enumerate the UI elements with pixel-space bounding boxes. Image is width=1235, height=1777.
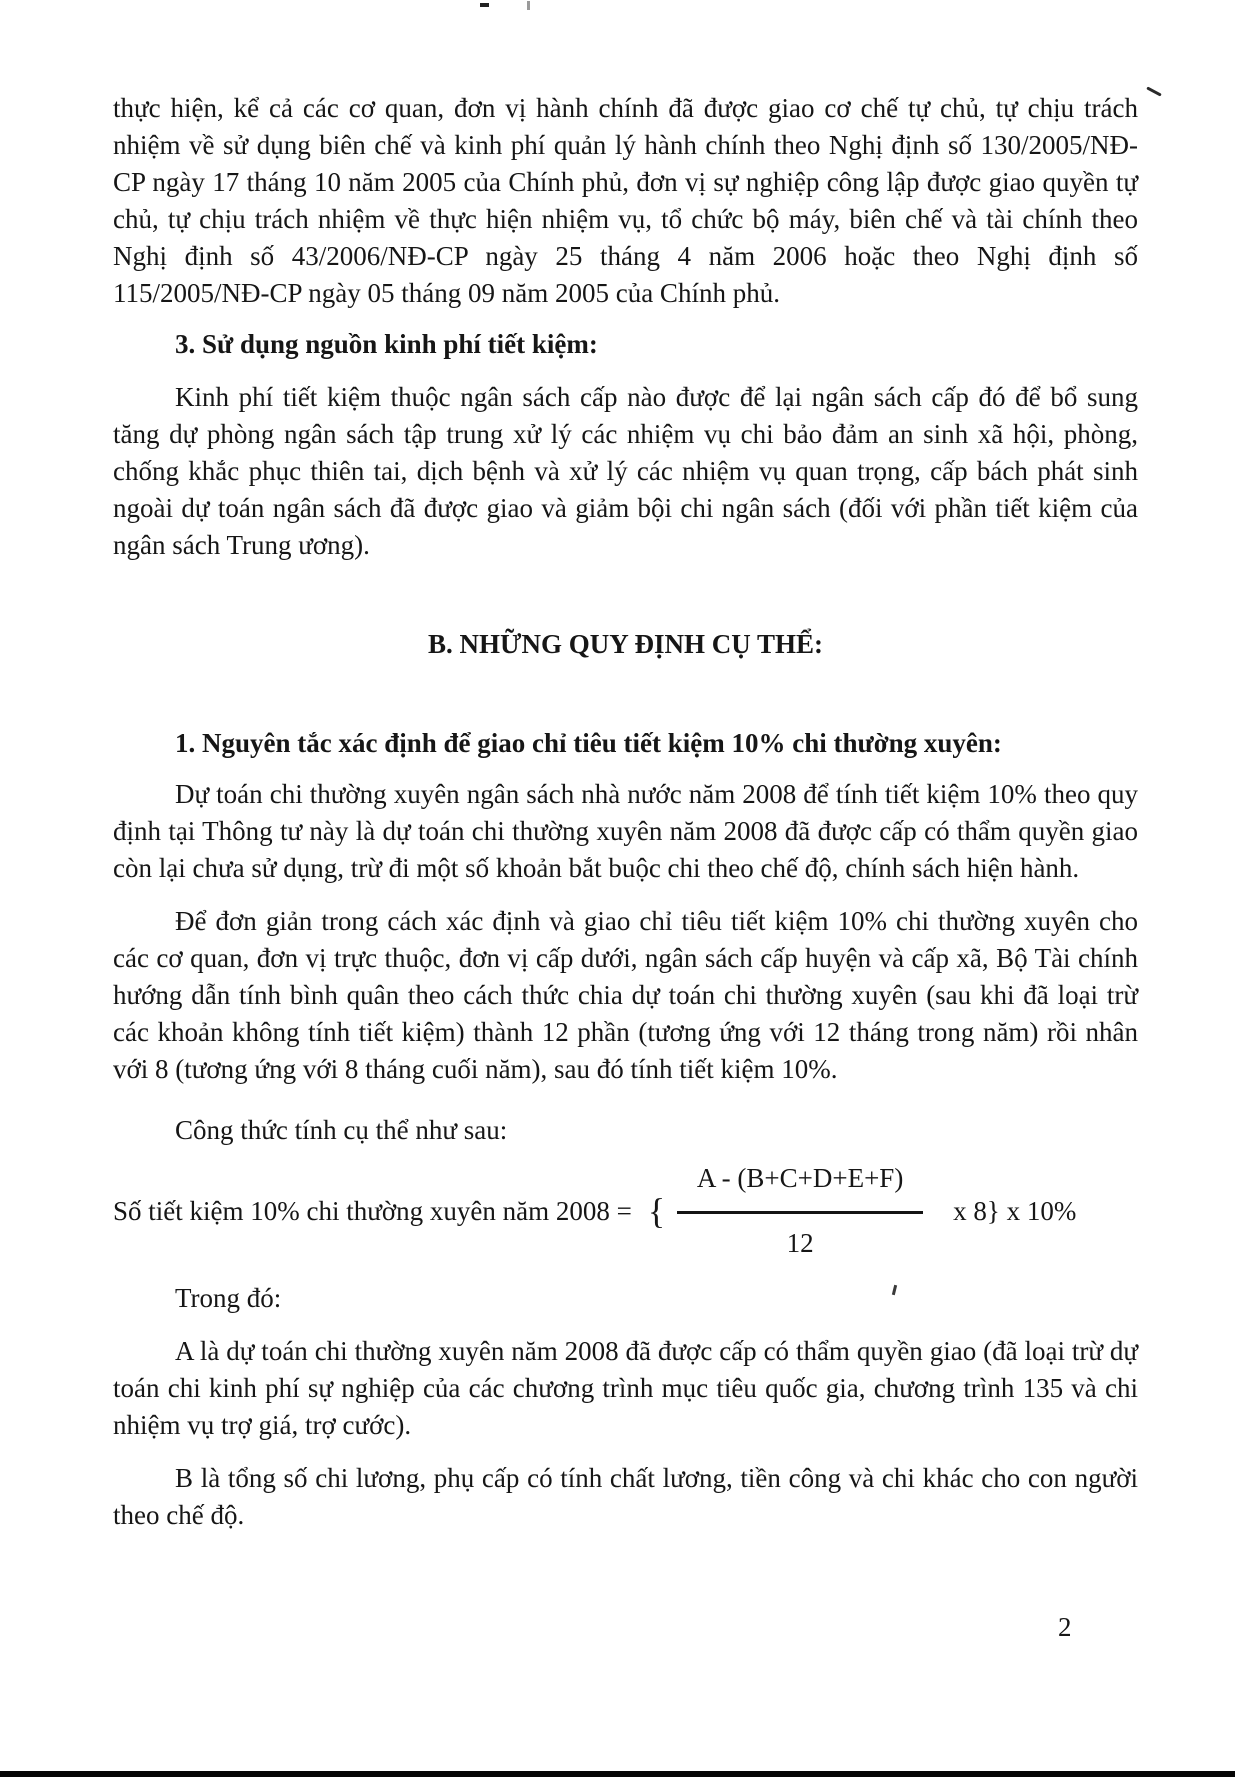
formula-right-hand-side: x 8} x 10% xyxy=(953,1195,1077,1226)
formula-denominator: 12 xyxy=(786,1228,814,1258)
heading-item-1: 1. Nguyên tắc xác định để giao chỉ tiêu tiết kiệm 10% chi thường xuyên: xyxy=(175,728,1002,758)
formula-left-hand-side: Số tiết kiệm 10% chi thường xuyên năm 2008 = xyxy=(113,1195,632,1226)
formula-intro: Công thức tính cụ thể như sau: xyxy=(175,1115,508,1145)
paragraph-item-1b: Để đơn giản trong cách xác định và giao chỉ tiêu tiết kiệm 10% chi thường xuyên cho các cơ quan, đơn vị trực thuộc, đơn vị cấp dưới, ngân sách cấp huyện và cấp xã, Bộ Tài chính hướng dẫn tính bình quân theo cách thức chia dự toán chi thường xuyên (sau khi đã loại trừ các khoản không tính tiết kiệm) thành 12 phần (tương ứng với 12 tháng trong năm) rồi nhân với 8 (tương ứng với 8 tháng cuối năm), sau đó tính tiết kiệm 10%. xyxy=(113,906,1138,1084)
paragraph-continuation: thực hiện, kể cả các cơ quan, đơn vị hành chính đã được giao cơ chế tự chủ, tự chịu trách nhiệm về sử dụng biên chế và kinh phí quản lý hành chính theo Nghị định số 130/2005/NĐ-CP ngày 17 tháng 10 năm 2005 của Chính phủ, đơn vị sự nghiệp công lập được giao quyền tự chủ, tự chịu trách nhiệm về thực hiện nhiệm vụ, tổ chức bộ máy, biên chế và tài chính theo Nghị định số 43/2006/NĐ-CP ngày 25 tháng 4 năm 2006 hoặc theo Nghị định số 115/2005/NĐ-CP ngày 05 tháng 09 năm 2005 của Chính phủ. xyxy=(113,93,1138,308)
paragraph-item-1a: Dự toán chi thường xuyên ngân sách nhà nước năm 2008 để tính tiết kiệm 10% theo quy định tại Thông tư này là dự toán chi thường xuyên năm 2008 đã được cấp có thẩm quyền giao còn lại chưa sử dụng, trừ đi một số khoản bắt buộc chi theo chế độ, chính sách hiện hành. xyxy=(113,779,1138,883)
scan-artifact xyxy=(480,3,489,7)
heading-part-b: B. NHỮNG QUY ĐỊNH CỤ THỂ: xyxy=(427,629,824,659)
scan-bottom-edge xyxy=(0,1771,1235,1777)
paragraph-definition-b: B là tổng số chi lương, phụ cấp có tính chất lương, tiền công và chi khác cho con người theo chế độ. xyxy=(113,1463,1138,1530)
paragraph-section-3: Kinh phí tiết kiệm thuộc ngân sách cấp nào được để lại ngân sách cấp đó để bổ sung tăng dự phòng ngân sách tập trung xử lý các nhiệm vụ chi bảo đảm an sinh xã hội, phòng, chống khắc phục thiên tai, dịch bệnh và xử lý các nhiệm vụ quan trọng, cấp bách phát sinh ngoài dự toán ngân sách đã được giao và giảm bội chi ngân sách (đối với phần tiết kiệm của ngân sách Trung ương). xyxy=(113,382,1138,560)
formula-fraction xyxy=(677,1161,923,1260)
formula-legend-label: Trong đó: xyxy=(175,1283,282,1313)
formula-open-brace: { xyxy=(647,1190,666,1231)
savings-formula xyxy=(113,1161,1138,1260)
scan-artifact xyxy=(527,1,530,10)
heading-section-3: 3. Sử dụng nguồn kinh phí tiết kiệm: xyxy=(175,329,598,359)
paragraph-definition-a: A là dự toán chi thường xuyên năm 2008 đã được cấp có thẩm quyền giao (đã loại trừ dự toán chi kinh phí sự nghiệp của các chương trình mục tiêu quốc gia, chương trình 135 và chi nhiệm vụ trợ giá, trợ cước). xyxy=(113,1336,1138,1440)
fraction-bar xyxy=(677,1211,923,1214)
page-number: 2 xyxy=(1058,1612,1072,1642)
formula-numerator: A - (B+C+D+E+F) xyxy=(696,1163,904,1193)
scan-artifact xyxy=(1146,86,1162,96)
